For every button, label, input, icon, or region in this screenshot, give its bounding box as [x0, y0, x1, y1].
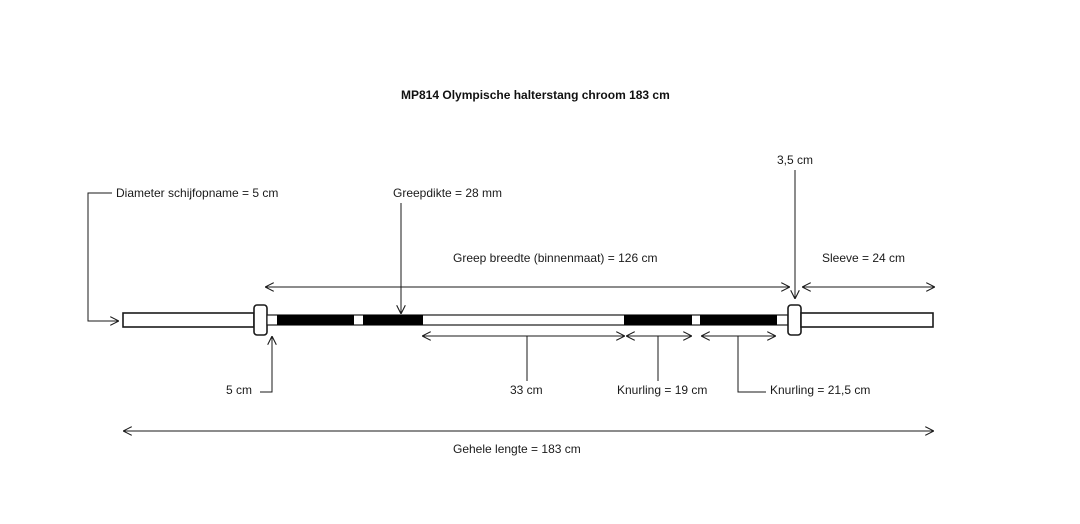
center-label: 33 cm [510, 383, 543, 397]
knurl-segment [624, 315, 692, 325]
diameter-leader [88, 193, 118, 321]
total-length-label: Gehele lengte = 183 cm [453, 442, 581, 456]
right-collar [788, 305, 801, 335]
left-sleeve [123, 313, 254, 327]
diagram-title: MP814 Olympische halterstang chroom 183 cm [401, 88, 670, 102]
knurl-left-label: Knurling = 19 cm [617, 383, 708, 397]
greepdikte-label: Greepdikte = 28 mm [393, 186, 503, 200]
collar-width-label: 3,5 cm [777, 153, 814, 167]
left-collar [254, 305, 267, 335]
knurl-right-label: Knurling = 21,5 cm [770, 383, 871, 397]
knurl-segment [363, 315, 423, 325]
sleeve-label: Sleeve = 24 cm [822, 251, 906, 265]
five-cm-leader [260, 337, 272, 392]
knurl-segment [277, 315, 354, 325]
diameter-label: Diameter schijfopname = 5 cm [116, 186, 279, 200]
knurl-segment [700, 315, 777, 325]
right-sleeve [801, 313, 933, 327]
knurl-right-leader [738, 336, 766, 392]
five-cm-label: 5 cm [226, 383, 253, 397]
barbell [123, 305, 933, 335]
grip-width-label: Greep breedte (binnenmaat) = 126 cm [453, 251, 658, 265]
